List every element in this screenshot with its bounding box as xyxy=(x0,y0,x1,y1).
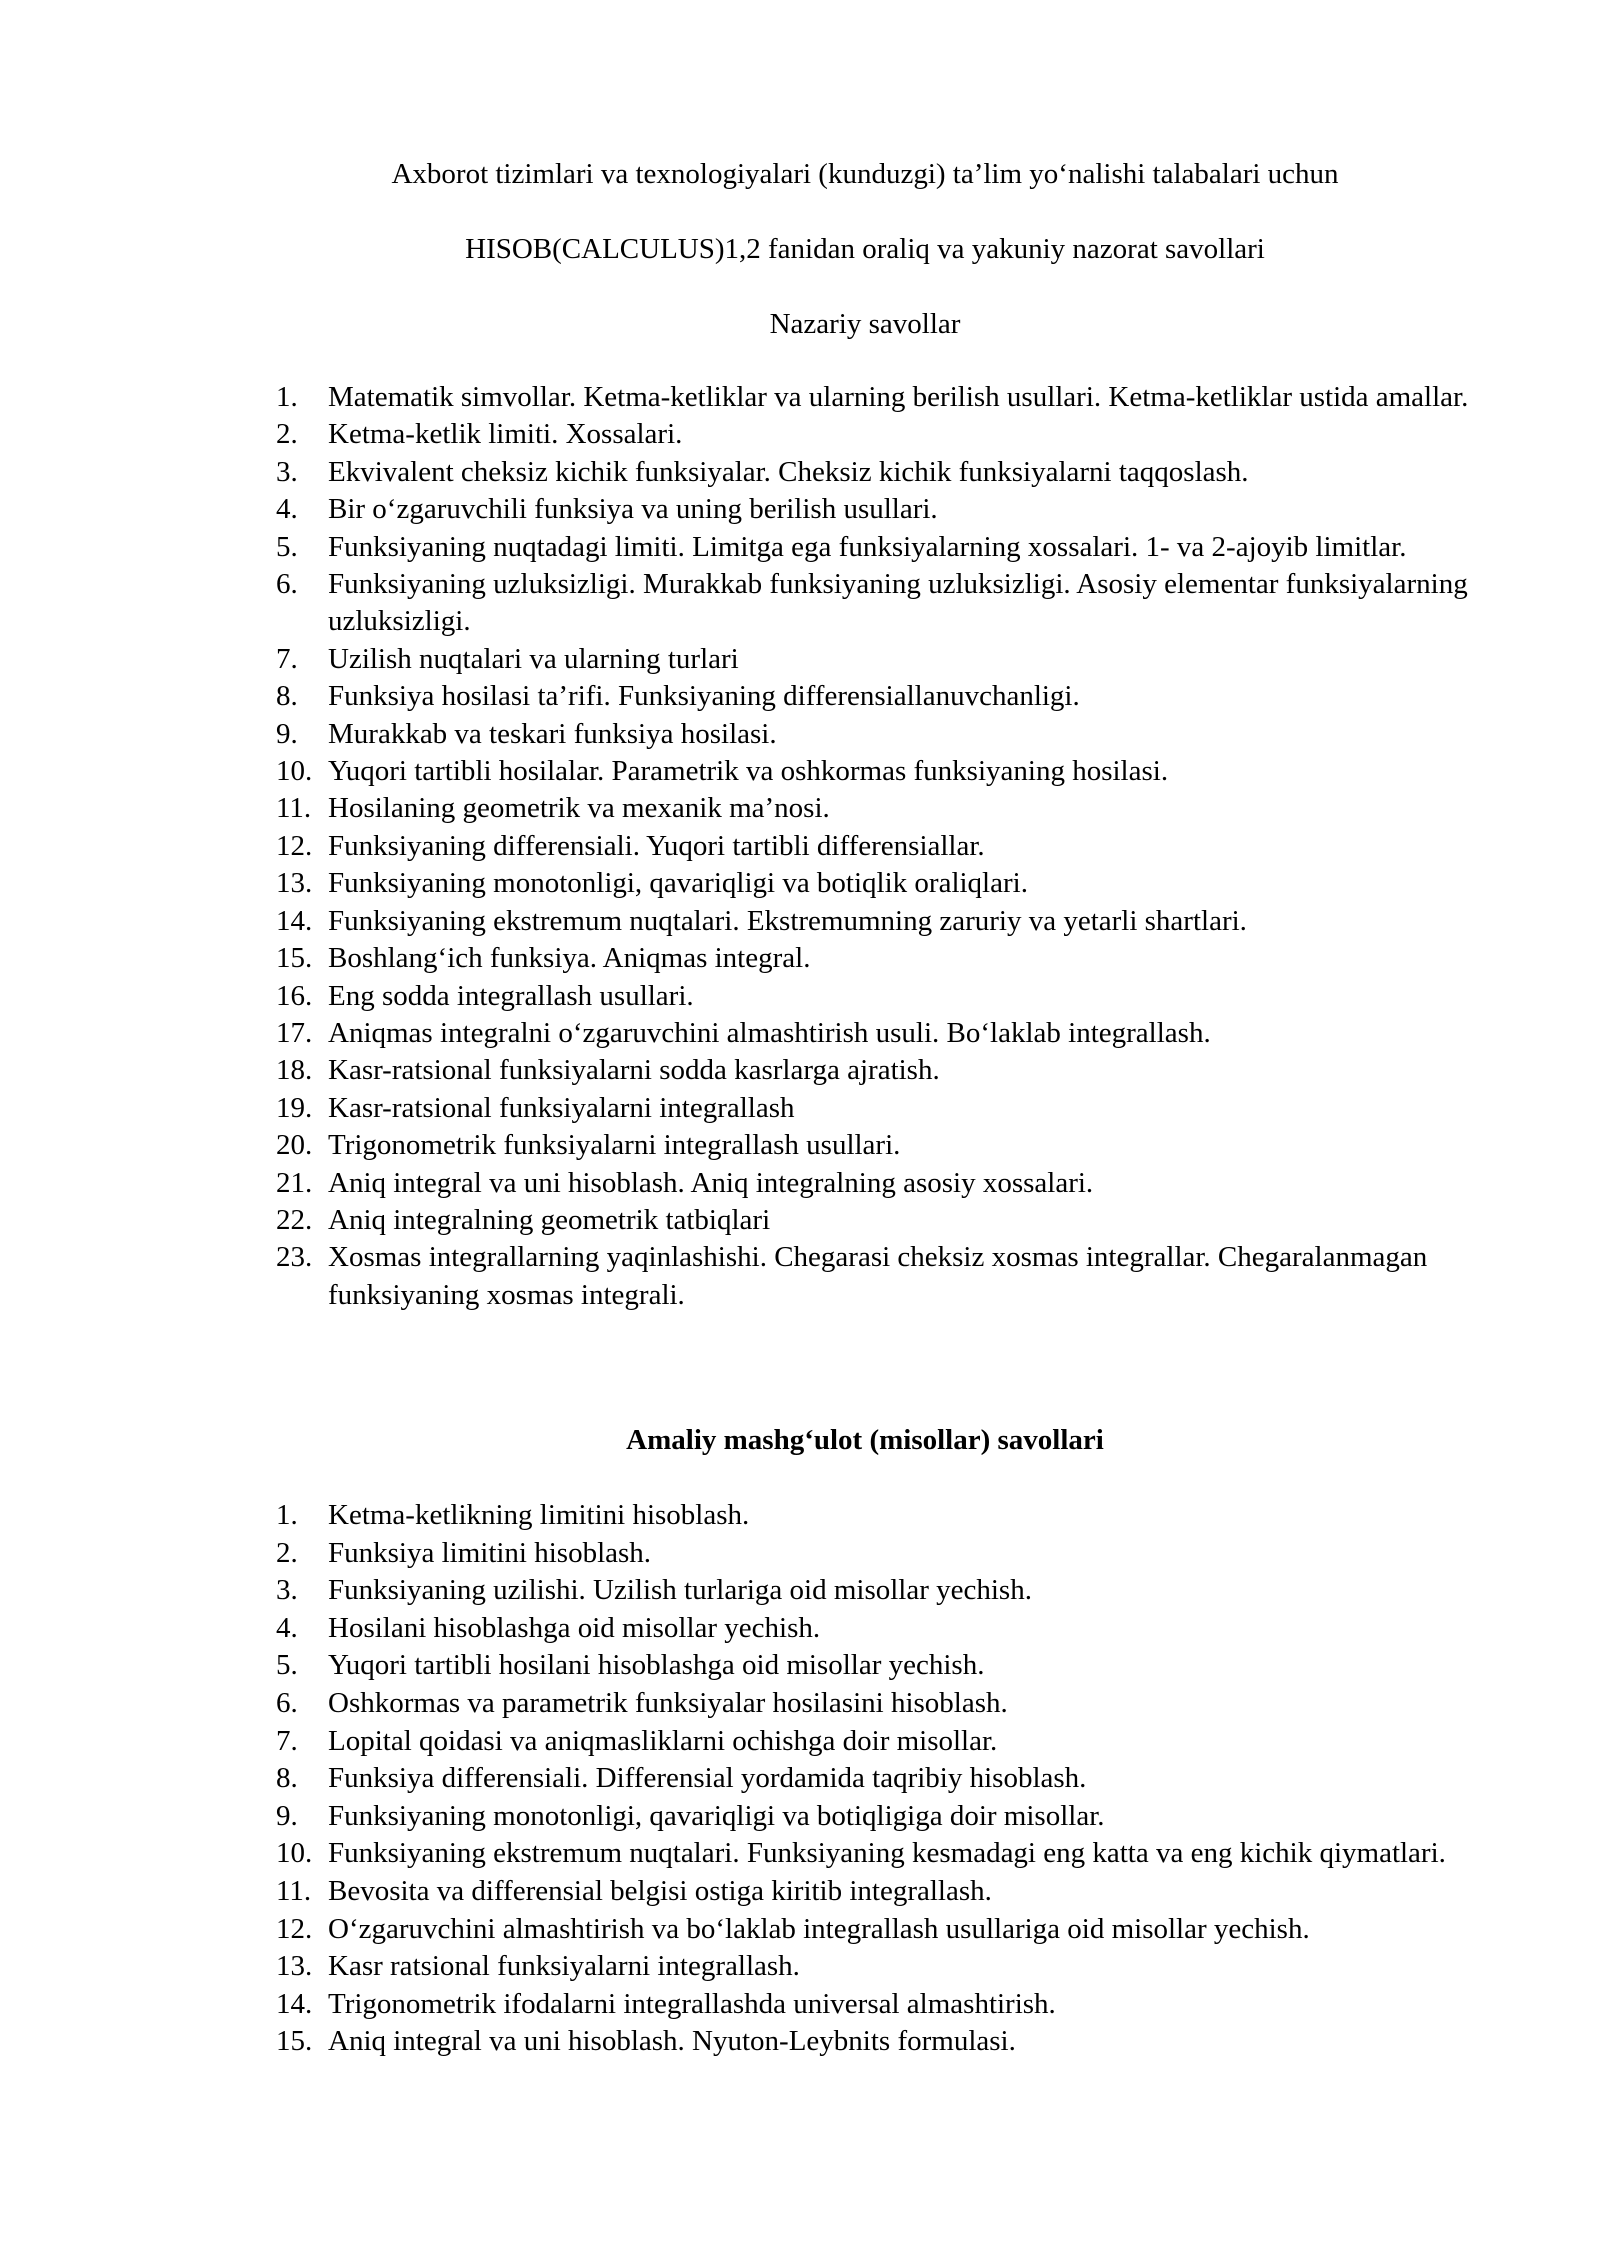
practice-question-item xyxy=(0,1873,1500,1911)
question-number: 12. xyxy=(276,1912,313,1945)
question-text: Funksiyaning uzilishi. Uzilish turlariga oid misollar yechish. xyxy=(328,1574,1032,1607)
theory-question-item xyxy=(0,1052,1500,1089)
question-text: Aniq integral va uni hisoblash. Aniq integralning asosiy xossalari. xyxy=(328,1166,1094,1199)
question-text: Kasr-ratsional funksiyalarni sodda kasrlarga ajratish. xyxy=(328,1054,940,1087)
question-number: 2. xyxy=(276,1536,298,1569)
practice-question-item xyxy=(0,1948,1500,1986)
question-text: Funksiyaning ekstremum nuqtalari. Ekstremumning zaruriy va yetarli shartlari. xyxy=(328,904,1247,937)
question-number: 7. xyxy=(276,1724,298,1757)
theory-question-item xyxy=(0,903,1500,940)
theory-question-item xyxy=(0,1202,1500,1239)
question-number: 5. xyxy=(276,530,298,563)
question-text: Hosilaning geometrik va mexanik ma’nosi. xyxy=(328,792,830,825)
practice-question-list xyxy=(0,1497,1600,2061)
question-number: 18. xyxy=(276,1054,313,1087)
question-number: 6. xyxy=(276,1686,298,1719)
question-text: Bir o‘zgaruvchili funksiya va uning berilish usullari. xyxy=(328,493,938,526)
question-number: 11. xyxy=(276,792,312,825)
question-text: Trigonometrik ifodalarni integrallashda universal almashtirish. xyxy=(328,1987,1056,2020)
question-text: Aniq integral va uni hisoblash. Nyuton-Leybnits formulasi. xyxy=(328,2025,1016,2058)
question-text: Oshkormas va parametrik funksiyalar hosilasini hisoblash. xyxy=(328,1686,1008,1719)
question-text: Lopital qoidasi va aniqmasliklarni ochishga doir misollar. xyxy=(328,1724,998,1757)
question-number: 3. xyxy=(276,455,298,488)
theory-question-list xyxy=(0,379,1600,1314)
practice-question-item xyxy=(0,1760,1500,1798)
theory-question-item xyxy=(0,978,1500,1015)
question-number: 14. xyxy=(276,1987,313,2020)
question-number: 13. xyxy=(276,867,313,900)
question-text: Bevosita va differensial belgisi ostiga kiritib integrallash. xyxy=(328,1874,992,1907)
document-header-line-2: HISOB(CALCULUS)1,2 fanidan oraliq va yakuniy nazorat savollari xyxy=(465,233,1265,265)
theory-section-title: Nazariy savollar xyxy=(769,308,961,340)
question-number: 15. xyxy=(276,942,313,975)
question-text: Aniq integralning geometrik tatbiqlari xyxy=(328,1203,771,1236)
practice-question-item xyxy=(0,1986,1500,2024)
practice-question-item xyxy=(0,1835,1500,1873)
theory-question-item xyxy=(0,940,1500,977)
practice-question-item xyxy=(0,1911,1500,1949)
question-number: 22. xyxy=(276,1203,313,1236)
theory-question-item xyxy=(0,716,1500,753)
question-number: 4. xyxy=(276,493,298,526)
theory-question-item xyxy=(0,566,1500,641)
question-text: Kasr ratsional funksiyalarni integrallash. xyxy=(328,1950,800,1983)
question-text: Ketma-ketlikning limitini hisoblash. xyxy=(328,1499,750,1531)
question-number: 23. xyxy=(276,1241,313,1274)
question-text: Eng sodda integrallash usullari. xyxy=(328,979,694,1012)
question-text: Trigonometrik funksiyalarni integrallash usullari. xyxy=(328,1129,901,1162)
practice-question-item xyxy=(0,1610,1500,1648)
question-text: O‘zgaruvchini almashtirish va bo‘laklab integrallash usullariga oid misollar yechish. xyxy=(328,1912,1310,1945)
question-text: Ketma-ketlik limiti. Xossalari. xyxy=(328,418,683,451)
theory-question-item xyxy=(0,1127,1500,1164)
question-text: Kasr-ratsional funksiyalarni integrallash xyxy=(328,1091,795,1124)
question-number: 9. xyxy=(276,1799,298,1832)
question-number: 15. xyxy=(276,2025,313,2058)
question-number: 3. xyxy=(276,1574,298,1607)
question-number: 10. xyxy=(276,755,313,788)
question-number: 16. xyxy=(276,979,313,1012)
question-text: Boshlang‘ich funksiya. Aniqmas integral. xyxy=(328,942,811,975)
practice-question-item xyxy=(0,1647,1500,1685)
question-text: Yuqori tartibli hosilani hisoblashga oid misollar yechish. xyxy=(328,1649,985,1682)
theory-question-item xyxy=(0,828,1500,865)
theory-question-item xyxy=(0,491,1500,528)
question-number: 21. xyxy=(276,1166,313,1199)
question-text: Xosmas integrallarning yaqinlashishi. Chegarasi cheksiz xosmas integrallar. Chegaralanmagan funksiyaning xosmas integrali. xyxy=(328,1241,1428,1311)
question-number: 8. xyxy=(276,680,298,713)
question-number: 9. xyxy=(276,717,298,750)
practice-question-item xyxy=(0,1572,1500,1610)
question-text: Funksiyaning ekstremum nuqtalari. Funksiyaning kesmadagi eng katta va eng kichik qiymatlari. xyxy=(328,1837,1446,1870)
question-text: Aniqmas integralni o‘zgaruvchini almashtirish usuli. Bo‘laklab integrallash. xyxy=(328,1016,1211,1049)
question-number: 2. xyxy=(276,418,298,451)
question-number: 12. xyxy=(276,829,313,862)
question-number: 1. xyxy=(276,381,298,413)
question-text: Funksiyaning monotonligi, qavariqligi va botiqligiga doir misollar. xyxy=(328,1799,1105,1832)
question-text: Funksiyaning nuqtadagi limiti. Limitga ega funksiyalarning xossalari. 1- va 2-ajoyib limitlar. xyxy=(328,530,1407,563)
question-text: Murakkab va teskari funksiya hosilasi. xyxy=(328,717,777,750)
practice-question-item xyxy=(0,1535,1500,1573)
question-number: 5. xyxy=(276,1649,298,1682)
question-number: 8. xyxy=(276,1762,298,1795)
question-number: 19. xyxy=(276,1091,313,1124)
question-number: 13. xyxy=(276,1950,313,1983)
question-number: 20. xyxy=(276,1129,313,1162)
question-text: Funksiyaning differensiali. Yuqori tartibli differensiallar. xyxy=(328,829,985,862)
question-number: 14. xyxy=(276,904,313,937)
theory-question-item xyxy=(0,641,1500,678)
practice-question-item xyxy=(0,2023,1500,2061)
question-number: 7. xyxy=(276,642,298,675)
question-text: Uzilish nuqtalari va ularning turlari xyxy=(328,642,739,675)
document-header-line-1: Axborot tizimlari va texnologiyalari (kunduzgi) ta’lim yo‘nalishi talabalari uchun xyxy=(391,158,1339,190)
question-text: Funksiyaning uzluksizligi. Murakkab funksiyaning uzluksizligi. Asosiy elementar funksiyalarning uzluksizligi. xyxy=(328,568,1468,638)
question-number: 17. xyxy=(276,1016,313,1049)
question-text: Ekvivalent cheksiz kichik funksiyalar. Cheksiz kichik funksiyalarni taqqoslash. xyxy=(328,455,1249,488)
question-number: 11. xyxy=(276,1874,312,1907)
question-text: Yuqori tartibli hosilalar. Parametrik va oshkormas funksiyaning hosilasi. xyxy=(328,755,1169,788)
question-text: Funksiya hosilasi ta’rifi. Funksiyaning differensiallanuvchanligi. xyxy=(328,680,1080,713)
theory-question-item xyxy=(0,1090,1500,1127)
question-number: 10. xyxy=(276,1837,313,1870)
theory-question-item xyxy=(0,379,1500,416)
question-number: 1. xyxy=(276,1499,298,1531)
question-text: Hosilani hisoblashga oid misollar yechish. xyxy=(328,1611,821,1644)
question-text: Funksiya differensiali. Differensial yordamida taqribiy hisoblash. xyxy=(328,1762,1087,1795)
theory-question-item xyxy=(0,529,1500,566)
theory-question-item xyxy=(0,1165,1500,1202)
theory-question-item xyxy=(0,678,1500,715)
theory-question-item xyxy=(0,865,1500,902)
practice-section-title: Amaliy mashg‘ulot (misollar) savollari xyxy=(626,1424,1104,1456)
question-number: 4. xyxy=(276,1611,298,1644)
question-text: Funksiyaning monotonligi, qavariqligi va botiqlik oraliqlari. xyxy=(328,867,1028,900)
theory-question-item xyxy=(0,753,1500,790)
question-number: 6. xyxy=(276,568,298,601)
question-text: Matematik simvollar. Ketma-ketliklar va ularning berilish usullari. Ketma-ketliklar ustida amallar. xyxy=(328,381,1469,413)
question-text: Funksiya limitini hisoblash. xyxy=(328,1536,652,1569)
theory-question-item xyxy=(0,1015,1500,1052)
practice-question-item xyxy=(0,1685,1500,1723)
practice-question-item xyxy=(0,1723,1500,1761)
theory-question-item xyxy=(0,454,1500,491)
theory-question-item xyxy=(0,1239,1500,1314)
theory-question-item xyxy=(0,790,1500,827)
practice-question-item xyxy=(0,1497,1500,1535)
theory-question-item xyxy=(0,416,1500,453)
practice-question-item xyxy=(0,1798,1500,1836)
